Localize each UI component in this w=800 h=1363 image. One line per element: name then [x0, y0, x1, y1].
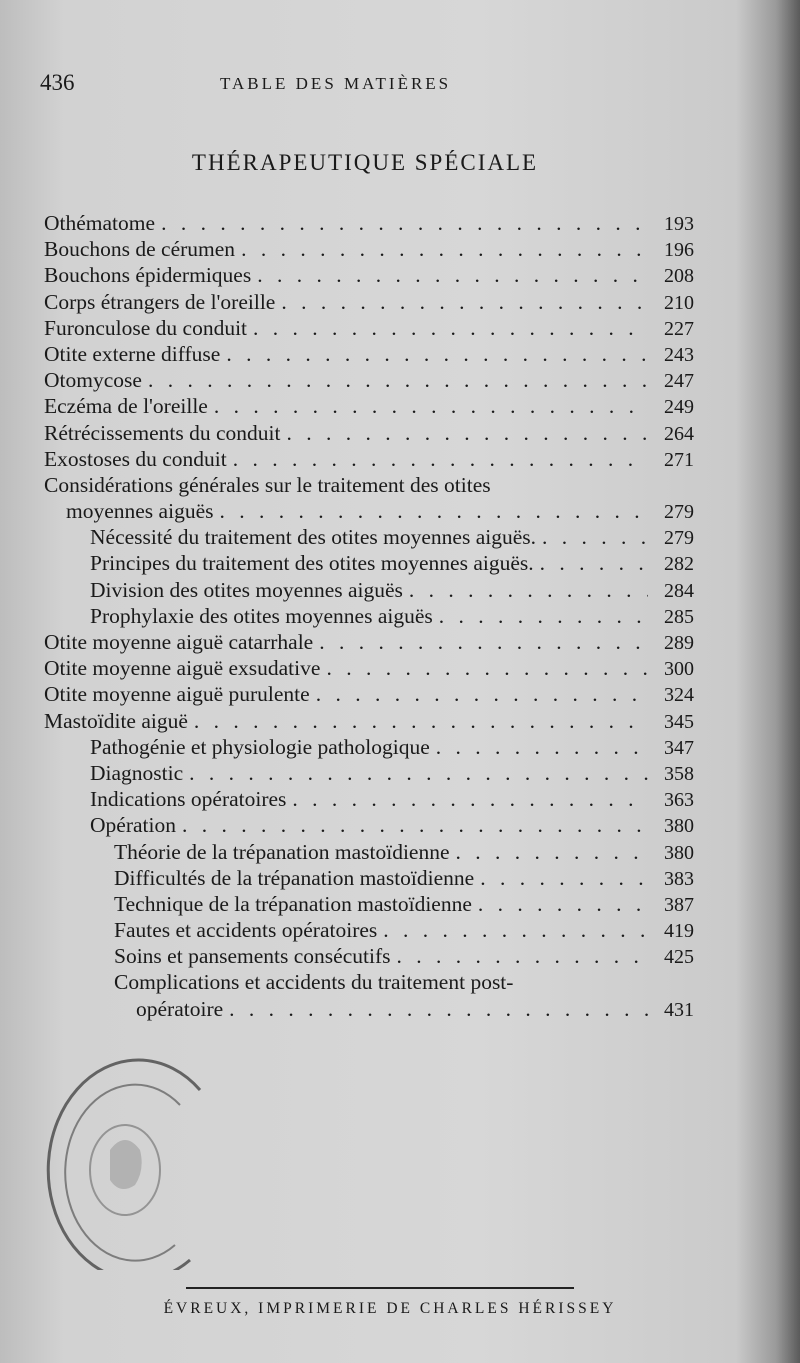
toc-entry-label: Otomycose — [44, 368, 142, 393]
toc-entry-page: 264 — [664, 422, 694, 445]
toc-entry — [44, 681, 694, 707]
toc-entry — [44, 996, 694, 1022]
toc-entry-page: 300 — [664, 658, 694, 681]
toc-entry — [44, 786, 694, 812]
toc-entry-page: 419 — [664, 920, 694, 943]
toc-entry-page: 243 — [664, 343, 694, 366]
toc-entry — [44, 734, 694, 760]
toc-entry-label: Indications opératoires — [90, 787, 287, 812]
toc-entry-label: Division des otites moyennes aiguës — [90, 577, 403, 602]
toc-entry — [44, 367, 694, 393]
dot-leader — [286, 420, 648, 446]
toc-entry-label: Technique de la trépanation mastoïdienne — [114, 891, 472, 916]
toc-entry — [44, 943, 694, 969]
toc-entry-label: Fautes et accidents opératoires — [114, 918, 378, 943]
toc-entry — [44, 524, 694, 550]
toc-entry-label: Complications et accidents du traitement post- — [114, 970, 514, 995]
toc-entry-page: 345 — [664, 710, 694, 733]
toc-entry — [44, 629, 694, 655]
toc-entry-page: 431 — [664, 998, 694, 1021]
toc-entry-page: 380 — [664, 841, 694, 864]
toc-entry-page: 347 — [664, 736, 694, 759]
toc-entry-label: Théorie de la trépanation mastoïdienne — [114, 839, 450, 864]
toc-entry — [44, 577, 694, 603]
toc-entry-label: Soins et pansements consécutifs — [114, 944, 391, 969]
dot-leader — [383, 917, 648, 943]
dot-leader — [194, 708, 648, 734]
toc-entry-page: 358 — [664, 762, 694, 785]
toc-entry-label: Otite moyenne aiguë exsudative — [44, 656, 321, 681]
toc-entry-label: opératoire — [136, 996, 224, 1021]
toc-entry-label: Othématome — [44, 211, 156, 235]
toc-entry-page: 387 — [664, 893, 694, 916]
dot-leader — [326, 655, 648, 681]
toc-entry — [44, 420, 694, 446]
toc-entry-page: 425 — [664, 946, 694, 969]
toc-entry-label: Diagnostic — [90, 760, 184, 785]
toc-entry — [44, 472, 694, 498]
toc-entry-label: Otite externe diffuse — [44, 341, 221, 366]
toc-entry-label: Corps étrangers de l'oreille — [44, 289, 276, 314]
toc-entry-page: 282 — [664, 553, 694, 576]
toc-entry — [44, 891, 694, 917]
dot-leader — [396, 943, 648, 969]
toc-entry-page: 208 — [664, 265, 694, 288]
dot-leader — [233, 446, 648, 472]
toc-entry — [44, 708, 694, 734]
toc-entry — [44, 446, 694, 472]
toc-entry-label: Otite moyenne aiguë purulente — [44, 682, 310, 707]
toc-entry-label: Prophylaxie des otites moyennes aiguës — [90, 603, 433, 628]
toc-entry — [44, 969, 694, 995]
toc-entry-label: Principes du traitement des otites moyennes aiguës. — [90, 551, 534, 576]
dot-leader — [319, 629, 648, 655]
toc-entry-label: Nécessité du traitement des otites moyennes aiguës. — [90, 525, 536, 550]
page-number: 436 — [40, 70, 75, 95]
toc-entry-page: 380 — [664, 815, 694, 838]
dot-leader — [292, 786, 648, 812]
toc-entry-label: moyennes aiguës — [66, 499, 214, 524]
dot-leader — [214, 393, 648, 419]
dot-leader — [409, 577, 648, 603]
toc-entry — [44, 760, 694, 786]
table-of-contents — [44, 210, 694, 1022]
toc-entry-label: Exostoses du conduit — [44, 446, 227, 471]
toc-entry — [44, 498, 694, 524]
toc-entry-page: 279 — [664, 501, 694, 524]
toc-entry-page: 284 — [664, 579, 694, 602]
page-header — [40, 70, 660, 100]
toc-entry — [44, 865, 694, 891]
footer-rule — [186, 1287, 574, 1289]
section-title: THÉRAPEUTIQUE SPÉCIALE — [191, 150, 539, 175]
toc-entry — [44, 812, 694, 838]
toc-entry-label: Bouchons épidermiques — [44, 263, 252, 288]
toc-entry — [44, 236, 694, 262]
toc-entry-label: Mastoïdite aiguë — [44, 708, 188, 733]
toc-entry — [44, 839, 694, 865]
dot-leader — [542, 524, 648, 550]
toc-entry-page: 210 — [664, 291, 694, 314]
toc-entry-label: Pathogénie et physiologie pathologique — [90, 734, 430, 759]
toc-entry-label: Bouchons de cérumen — [44, 237, 236, 262]
toc-entry — [44, 550, 694, 576]
toc-entry-page: 289 — [664, 632, 694, 654]
dot-leader — [316, 681, 648, 707]
toc-entry-label: Opération — [90, 813, 176, 838]
toc-entry-page: 383 — [664, 867, 694, 890]
toc-entry-label: Rétrécissements du conduit — [44, 420, 281, 445]
dot-leader — [226, 341, 648, 367]
dot-leader — [436, 734, 648, 760]
toc-entry — [44, 603, 694, 629]
toc-entry-page: 285 — [664, 605, 694, 628]
toc-entry — [44, 917, 694, 943]
toc-entry-page: 279 — [664, 527, 694, 550]
toc-entry-page: 249 — [664, 396, 694, 419]
toc-entry — [44, 393, 694, 419]
toc-entry-label: Considérations générales sur le traitement des otites — [44, 472, 491, 497]
dot-leader — [229, 996, 648, 1022]
toc-entry — [44, 315, 694, 341]
dot-leader — [456, 839, 648, 865]
toc-entry-label: Otite moyenne aiguë catarrhale — [44, 630, 314, 654]
dot-leader — [148, 367, 648, 393]
printer-imprint: ÉVREUX, IMPRIMERIE DE CHARLES HÉRISSEY — [163, 1300, 617, 1317]
toc-entry — [44, 289, 694, 315]
toc-entry-page: 324 — [664, 684, 694, 707]
dot-leader — [182, 812, 648, 838]
dot-leader — [478, 891, 648, 917]
dot-leader — [241, 236, 648, 262]
toc-entry-label: Eczéma de l'oreille — [44, 394, 208, 419]
toc-entry — [44, 341, 694, 367]
running-title: TABLE DES MATIÈRES — [220, 74, 452, 93]
dot-leader — [219, 498, 648, 524]
toc-entry-label: Difficultés de la trépanation mastoïdienne — [114, 865, 475, 890]
dot-leader — [540, 550, 648, 576]
dot-leader — [189, 760, 648, 786]
toc-entry-page: 247 — [664, 370, 694, 393]
dot-leader — [161, 210, 648, 236]
dot-leader — [253, 315, 648, 341]
library-stamp — [30, 1050, 220, 1270]
toc-entry-page: 193 — [664, 213, 694, 235]
toc-entry-page: 363 — [664, 789, 694, 812]
dot-leader — [257, 262, 648, 288]
toc-entry-page: 196 — [664, 239, 694, 262]
toc-entry — [44, 655, 694, 681]
toc-entry-page: 227 — [664, 317, 694, 340]
dot-leader — [439, 603, 648, 629]
toc-entry-label: Furonculose du conduit — [44, 315, 248, 340]
dot-leader — [281, 289, 648, 315]
toc-entry — [44, 262, 694, 288]
toc-entry-page: 271 — [664, 448, 694, 471]
dot-leader — [480, 865, 648, 891]
toc-entry — [44, 210, 694, 236]
